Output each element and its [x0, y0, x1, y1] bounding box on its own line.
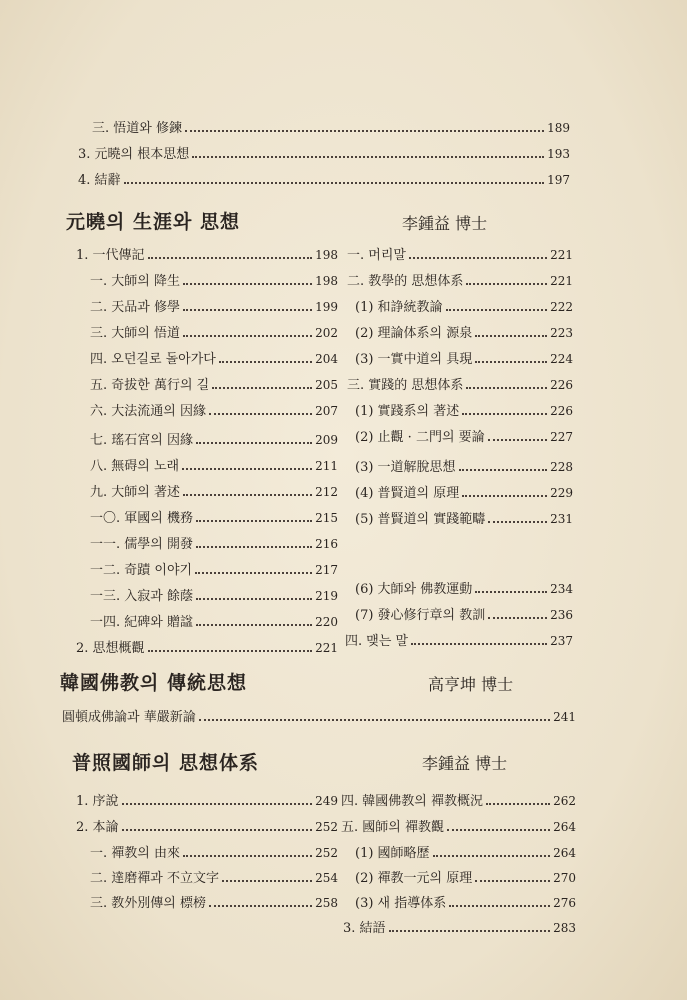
entry-page: 236 [550, 608, 573, 622]
toc-entry [90, 510, 338, 527]
dot-leader [486, 803, 550, 805]
entry-page: 189 [547, 121, 570, 135]
entry-title: 一. 머리말 [347, 248, 406, 263]
toc-entry [355, 607, 573, 624]
entry-title: 八. 無碍의 노래 [90, 459, 180, 474]
dot-leader [488, 617, 547, 619]
entry-page: 216 [315, 537, 338, 551]
entry-title: 一二. 奇蹟 이야기 [90, 563, 193, 578]
dot-leader [122, 829, 313, 831]
toc-entry [355, 581, 573, 598]
entry-title: (3) 새 指導体系 [355, 896, 447, 911]
dot-leader [466, 387, 547, 389]
toc-entry [90, 325, 338, 342]
entry-title: 四. 오던길로 돌아가다 [90, 352, 216, 367]
entry-title: 二. 教學的 思想体系 [347, 274, 464, 289]
toc-entry [76, 793, 338, 810]
entry-title: 一. 禪教의 由來 [90, 846, 180, 861]
toc-entry [355, 429, 573, 446]
toc-entry [355, 299, 573, 316]
toc-entry [355, 403, 573, 420]
toc-entry [90, 588, 338, 605]
dot-leader [196, 598, 312, 600]
entry-page: 211 [315, 459, 338, 473]
entry-title: 二. 天品과 修學 [90, 300, 180, 315]
dot-leader [148, 257, 313, 259]
dot-leader [185, 130, 544, 132]
entry-page: 234 [550, 582, 573, 596]
dot-leader [411, 643, 547, 645]
toc-entry [90, 614, 338, 631]
toc-entry [90, 458, 338, 475]
entry-page: 221 [315, 641, 338, 655]
entry-page: 220 [315, 615, 338, 629]
dot-leader [183, 855, 312, 857]
section-author: 高亨坤 博士 [428, 675, 514, 694]
entry-page: 202 [315, 326, 338, 340]
entry-page: 229 [550, 486, 573, 500]
toc-entry [355, 459, 573, 476]
entry-title: (3) 一實中道의 具現 [355, 352, 473, 367]
entry-title: (6) 大師와 佛教運動 [355, 582, 473, 597]
entry-title: 五. 國師의 禪教觀 [341, 820, 444, 835]
dot-leader [389, 930, 551, 932]
toc-entry [90, 351, 338, 368]
dot-leader [209, 905, 312, 907]
entry-page: 283 [553, 921, 576, 935]
toc-entry [76, 640, 338, 657]
entry-page: 221 [550, 274, 573, 288]
entry-title: (2) 禪教一元의 原理 [355, 871, 473, 886]
dot-leader [447, 829, 550, 831]
dot-leader [222, 880, 312, 882]
entry-page: 226 [550, 404, 573, 418]
entry-title: 1. 序說 [76, 794, 119, 809]
toc-entry [355, 895, 576, 912]
dot-leader [409, 257, 547, 259]
entry-page: 252 [315, 846, 338, 860]
entry-page: 228 [550, 460, 573, 474]
dot-leader [183, 494, 312, 496]
entry-title: 九. 大師의 著述 [90, 485, 180, 500]
dot-leader [183, 309, 312, 311]
entry-title: 一三. 入寂과 餘蔭 [90, 589, 193, 604]
entry-page: 264 [553, 820, 576, 834]
toc-entry [347, 247, 573, 264]
entry-title: (1) 和諍統教論 [355, 300, 443, 315]
toc-entry [347, 377, 573, 394]
toc-entry [355, 351, 573, 368]
entry-title: 2. 思想概觀 [76, 641, 145, 656]
section-heading: 韓國佛教의 傳統思想 [60, 672, 247, 694]
entry-page: 227 [550, 430, 573, 444]
dot-leader [196, 442, 312, 444]
dot-leader [212, 387, 312, 389]
dot-leader [459, 469, 548, 471]
dot-leader [196, 520, 312, 522]
dot-leader [475, 880, 550, 882]
entry-page: 264 [553, 846, 576, 860]
toc-entry [62, 709, 576, 726]
dot-leader [196, 546, 312, 548]
toc-entry [355, 325, 573, 342]
toc-entry [355, 845, 576, 862]
dot-leader [466, 283, 547, 285]
toc-entry [90, 403, 338, 420]
entry-page: 207 [315, 404, 338, 418]
entry-title: 一一. 儒學의 開發 [90, 537, 193, 552]
dot-leader [192, 156, 544, 158]
entry-page: 197 [547, 173, 570, 187]
toc-entry [90, 299, 338, 316]
entry-page: 254 [315, 871, 338, 885]
entry-page: 276 [553, 896, 576, 910]
entry-title: (2) 理論体系의 源泉 [355, 326, 473, 341]
entry-page: 262 [553, 794, 576, 808]
entry-page: 221 [550, 248, 573, 262]
entry-title: 3. 結語 [343, 921, 386, 936]
dot-leader [219, 361, 312, 363]
dot-leader [182, 468, 312, 470]
toc-entry [90, 484, 338, 501]
toc-entry [90, 562, 338, 579]
dot-leader [462, 495, 547, 497]
toc-entry [90, 432, 338, 449]
toc-entry [355, 511, 573, 528]
entry-title: 三. 教外別傳의 標榜 [90, 896, 206, 911]
entry-title: 3. 元曉의 根本思想 [78, 147, 190, 162]
entry-title: 三. 實踐的 思想体系 [347, 378, 464, 393]
entry-page: 223 [550, 326, 573, 340]
toc-entry [92, 120, 570, 137]
dot-leader [475, 335, 547, 337]
entry-title: (1) 國師略歷 [355, 846, 430, 861]
dot-leader [462, 413, 547, 415]
entry-title: (5) 普賢道의 實踐範疇 [355, 512, 486, 527]
toc-entry [90, 870, 338, 887]
dot-leader [433, 855, 551, 857]
section-heading: 普照國師의 思想体系 [72, 752, 259, 774]
entry-page: 258 [315, 896, 338, 910]
toc-entry [90, 273, 338, 290]
dot-leader [183, 283, 312, 285]
entry-title: 二. 達磨禪과 不立文字 [90, 871, 219, 886]
dot-leader [488, 439, 547, 441]
dot-leader [449, 905, 550, 907]
entry-title: (4) 普賢道의 原理 [355, 486, 460, 501]
entry-title: (7) 發心修行章의 教訓 [355, 608, 486, 623]
dot-leader [199, 719, 550, 721]
toc-entry [341, 793, 576, 810]
entry-page: 224 [550, 352, 573, 366]
dot-leader [475, 361, 547, 363]
section-author: 李鍾益 博士 [422, 754, 508, 773]
entry-page: 212 [315, 485, 338, 499]
entry-page: 209 [315, 433, 338, 447]
entry-page: 198 [315, 274, 338, 288]
entry-page: 222 [550, 300, 573, 314]
entry-page: 231 [550, 512, 573, 526]
entry-title: 三. 悟道와 修鍊 [92, 121, 182, 136]
entry-page: 241 [553, 710, 576, 724]
entry-page: 204 [315, 352, 338, 366]
toc-entry [90, 895, 338, 912]
entry-title: 五. 奇拔한 萬行의 길 [90, 378, 210, 393]
toc-entry [90, 377, 338, 394]
dot-leader [209, 413, 312, 415]
toc-entry [76, 819, 338, 836]
entry-title: 1. 一代傳記 [76, 248, 145, 263]
dot-leader [196, 624, 312, 626]
toc-entry [345, 633, 573, 650]
entry-page: 205 [315, 378, 338, 392]
dot-leader [446, 309, 548, 311]
entry-title: 四. 맺는 말 [345, 634, 409, 649]
entry-page: 198 [315, 248, 338, 262]
toc-entry [347, 273, 573, 290]
toc-entry [78, 172, 570, 189]
entry-title: 四. 韓國佛教의 禪教概況 [341, 794, 483, 809]
entry-title: 六. 大法流通의 因緣 [90, 404, 206, 419]
entry-title: 七. 瑤石宮의 因緣 [90, 433, 193, 448]
dot-leader [183, 335, 312, 337]
entry-page: 252 [315, 820, 338, 834]
dot-leader [148, 650, 313, 652]
section-heading: 元曉의 生涯와 思想 [66, 211, 240, 233]
toc-entry [90, 536, 338, 553]
toc-entry [90, 845, 338, 862]
entry-title: 一四. 紀碑와 贈諡 [90, 615, 193, 630]
toc-entry [355, 870, 576, 887]
entry-title: (3) 一道解脫思想 [355, 460, 456, 475]
toc-entry [355, 485, 573, 502]
toc-entry [343, 920, 576, 937]
entry-page: 237 [550, 634, 573, 648]
dot-leader [124, 182, 545, 184]
entry-title: 三. 大師의 悟道 [90, 326, 180, 341]
dot-leader [122, 803, 313, 805]
entry-title: 一. 大師의 降生 [90, 274, 180, 289]
dot-leader [195, 572, 312, 574]
entry-page: 270 [553, 871, 576, 885]
entry-title: (1) 實踐系의 著述 [355, 404, 460, 419]
section-author: 李鍾益 博士 [402, 214, 488, 233]
toc-entry [78, 146, 570, 163]
entry-title: 圓頓成佛論과 華嚴新論 [62, 710, 196, 725]
entry-page: 215 [315, 511, 338, 525]
dot-leader [475, 591, 547, 593]
toc-entry [76, 247, 338, 264]
entry-title: (2) 止觀 · 二門의 要論 [355, 430, 485, 445]
entry-title: 4. 結辭 [78, 173, 121, 188]
entry-page: 249 [315, 794, 338, 808]
entry-title: 一〇. 軍國의 機務 [90, 511, 193, 526]
toc-entry [341, 819, 576, 836]
entry-page: 217 [315, 563, 338, 577]
dot-leader [488, 521, 547, 523]
entry-page: 199 [315, 300, 338, 314]
entry-title: 2. 本論 [76, 820, 119, 835]
entry-page: 226 [550, 378, 573, 392]
entry-page: 193 [547, 147, 570, 161]
entry-page: 219 [315, 589, 338, 603]
